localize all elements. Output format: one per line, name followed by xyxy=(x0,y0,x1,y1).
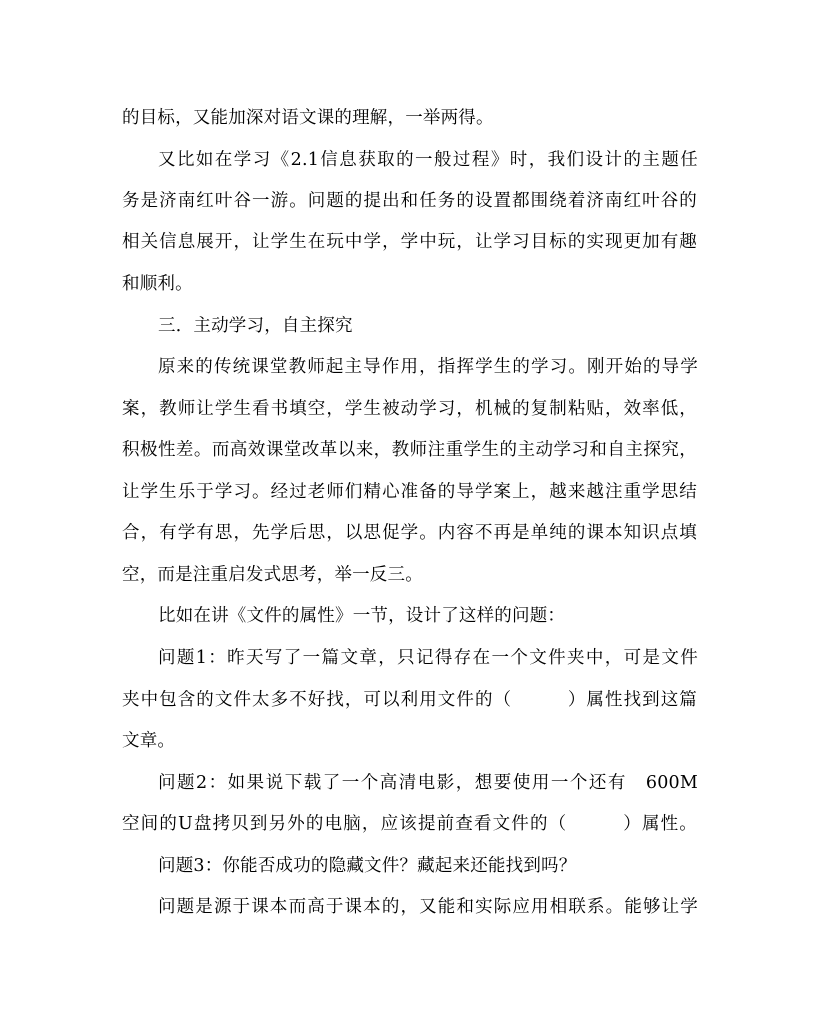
text-line-12: 空，而是注重启发式思考，举一反三。 xyxy=(122,565,423,585)
text-line-10: 让学生乐于学习。经过老师们精心准备的导学案上，越来越注重学思结 xyxy=(122,482,697,502)
text-line-8: 案，教师让学生看书填空，学生被动学习，机械的复制粘贴，效率低， xyxy=(122,399,697,419)
question-1-line-1: 问题1：昨天写了一篇文章，只记得存在一个文件夹中，可是文件 xyxy=(158,648,698,668)
question-3-line: 问题3：你能否成功的隐藏文件？藏起来还能找到吗？ xyxy=(158,856,577,876)
question-2-line-2: 空间的U盘拷贝到另外的电脑，应该提前查看文件的（ ）属性。 xyxy=(122,814,697,834)
text-line-11: 合，有学有思，先学后思，以思促学。内容不再是单纯的课本知识点填 xyxy=(122,523,697,543)
text-line-1: 的目标，又能加深对语文课的理解，一举两得。 xyxy=(122,108,494,128)
text-line-13: 比如在讲《文件的属性》一节，设计了这样的问题： xyxy=(158,606,566,626)
text-line-20: 问题是源于课本而高于课本的，又能和实际应用相联系。能够让学 xyxy=(158,897,698,917)
text-line-2: 又比如在学习《2.1信息获取的一般过程》时，我们设计的主题任 xyxy=(158,150,698,170)
question-2-line-1: 问题2：如果说下载了一个高清电影，想要使用一个还有 600M xyxy=(158,773,698,793)
text-line-9: 积极性差。而高效课堂改革以来，教师注重学生的主动学习和自主探究， xyxy=(122,440,697,460)
text-line-4: 相关信息展开，让学生在玩中学，学中玩，让学习目标的实现更加有趣 xyxy=(122,232,697,252)
section-heading: 三．主动学习，自主探究 xyxy=(158,316,353,336)
text-line-7: 原来的传统课堂教师起主导作用，指挥学生的学习。刚开始的导学 xyxy=(158,357,698,377)
text-line-3: 务是济南红叶谷一游。问题的提出和任务的设置都围绕着济南红叶谷的 xyxy=(122,191,697,211)
text-line-5: 和顺利。 xyxy=(122,274,193,294)
question-1-line-2: 夹中包含的文件太多不好找，可以利用文件的（ ）属性找到这篇 xyxy=(122,690,697,710)
question-1-line-3: 文章。 xyxy=(122,731,176,751)
